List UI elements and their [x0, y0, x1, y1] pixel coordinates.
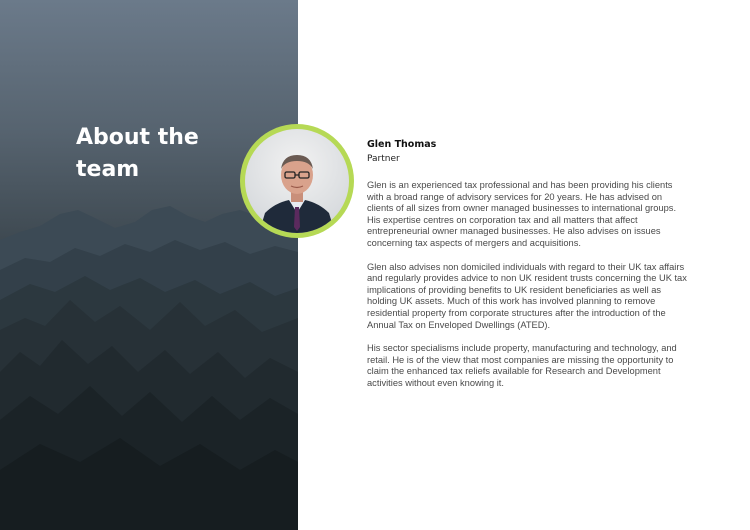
mountain-landscape-image	[0, 0, 298, 530]
profile-name: Glen Thomas	[367, 139, 437, 150]
bio-paragraph: His sector specialisms include property, manufacturing and technology, and retail. He is of the view that most companies are missing the opportunity to claim the enhanced tax reliefs available for Research and Development activities without even knowing it.	[367, 343, 677, 388]
profile-role: Partner	[367, 154, 400, 164]
profile-bio	[367, 180, 687, 402]
profile-photo	[245, 129, 349, 233]
person-portrait-icon	[245, 129, 349, 233]
profile-photo-frame	[240, 124, 354, 238]
bio-paragraph: Glen also advises non domiciled individuals with regard to their UK tax affairs and regularly provides advice to non UK resident trusts concerning the UK tax implications of providing benefits to UK resident beneficiaries as well as holding UK assets. Much of this work has involved planning to remove residential property from corporate structures after the introduction of the Annual Tax on Enveloped Dwellings (ATED).	[367, 261, 687, 330]
bio-paragraph: Glen is an experienced tax professional and has been providing his clients with a broad range of advisory services for 20 years. He has advised on clients of all sizes from owner managed businesses to international groups. His expertise centres on corporation tax and all matters that affect entrepreneurial owner managed businesses. He also advises on issues concerning tax aspects of mergers and acquisitions.	[367, 180, 677, 248]
page-heading: About the team	[76, 125, 199, 182]
mountain-background-panel	[0, 0, 298, 530]
